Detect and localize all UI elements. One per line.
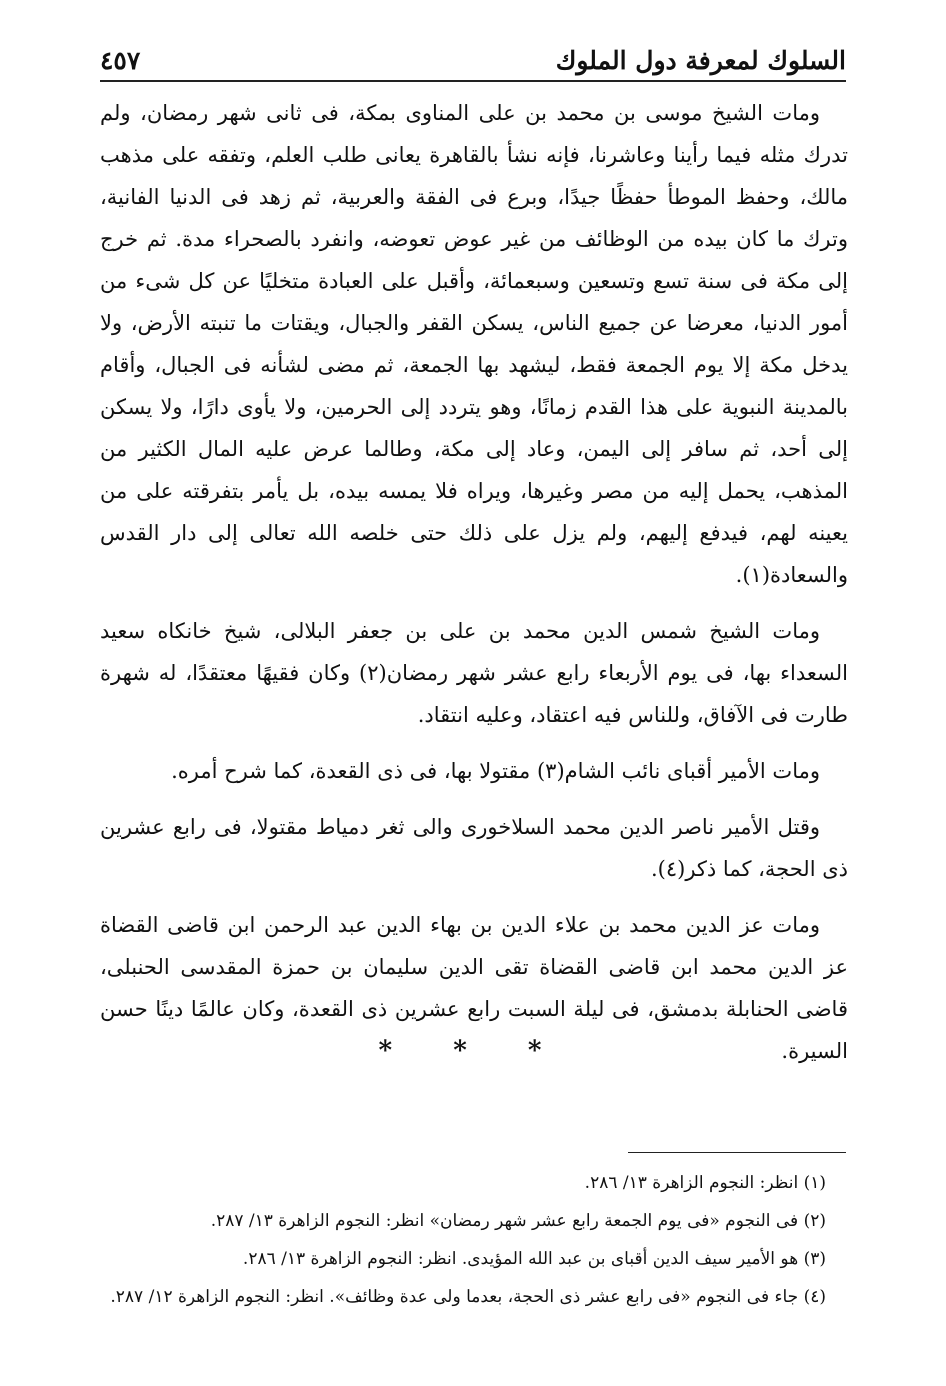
book-title: السلوك لمعرفة دول الملوك <box>555 45 846 75</box>
footnotes <box>102 1164 846 1316</box>
paragraph-izz-al-din-muhammad: ومات عز الدين محمد بن علاء الدين بن بهاء الدين عبد الرحمن ابن قاضى القضاة عز الدين محمد ابن قاضى القضاة تقى الدين سليمان بن حمزة المقدسى الحنبلى، قاضى الحنابلة بدمشق، فى ليلة السبت رابع عشرين ذى القعدة، وكان عالمًا دينًا حسن السيرة. <box>100 913 848 1063</box>
paragraph-shams-al-din-al-bilali: ومات الشيخ شمس الدين محمد بن على بن جعفر البلالى، شيخ خانكاه سعيد السعداء بها، فى يوم الأربعاء رابع عشر شهر رمضان(٢) وكان فقيهًا معتقدًا، له شهرة طارت فى الآفاق، وللناس فيه اعتقاد، وعليه انتقاد. <box>100 619 848 727</box>
footnote-2: (٢) فى النجوم «فى يوم الجمعة رابع عشر شهر رمضان» انظر: النجوم الزاهرة ١٣/ ٢٨٧. <box>210 1211 826 1231</box>
paragraph-nasir-al-din-al-silakhuri: وقتل الأمير ناصر الدين محمد السلاخورى والى ثغر دمياط مقتولا، فى رابع عشرين ذى الحجة، كما ذكر(٤). <box>100 815 848 881</box>
paragraph-amir-aqbay: ومات الأمير أقباى نائب الشام(٣) مقتولا بها، فى ذى القعدة، كما شرح أمره. <box>171 759 820 783</box>
footnote-1: (١) انظر: النجوم الزاهرة ١٣/ ٢٨٦. <box>584 1173 826 1193</box>
footnote-divider <box>628 1152 846 1153</box>
footnote-4: (٤) جاء فى النجوم «فى رابع عشر ذى الحجة، بعدما ولى عدة وظائف». انظر: النجوم الزاهرة ١٢/ ٢٨٧. <box>110 1287 826 1307</box>
footnote-3: (٣) هو الأمير سيف الدين أقباى بن عبد الله المؤيدى. انظر: النجوم الزاهرة ١٣/ ٢٨٦. <box>242 1249 826 1269</box>
running-header <box>100 40 846 82</box>
main-text <box>100 92 848 1086</box>
section-separator: * * * <box>378 1036 568 1066</box>
page-number: ٤٥٧ <box>100 45 141 75</box>
paragraph-musa-al-manawi: ومات الشيخ موسى بن محمد بن على المناوى بمكة، فى ثانى شهر رمضان، ولم تدرك مثله فيما رأينا وعاشرنا، فإنه نشأ بالقاهرة يعانى طلب العلم، وتفقه على مذهب مالك، وحفظ الموطأ حفظًا جيدًا، وبرع فى الفقة والعربية، ثم زهد فى الدنيا الفانية، وترك ما كان بيده من الوظائف من غير عوض تعوضه، وانفرد بالصحراء مدة. ثم خرج إلى مكة فى سنة تسع وتسعين وسبعمائة، وأقبل على العبادة متخليًا عن كل شىء من أمور الدنيا، معرضا عن جميع الناس، يسكن القفر والجبال، ويقتات ما تنبته الأرض، ولا يدخل مكة إلا يوم الجمعة فقط، ليشهد بها الجمعة، ثم مضى لشأنه فى الجبال، وأقام بالمدينة النبوية على هذا القدم زمانًا، وهو يتردد إلى الحرمين، ولا يأوى دارًا، ولا يسكن إلى أحد، ثم سافر إلى اليمن، وعاد إلى مكة، وطالما عرض عليه المال الكثير من المذهب، يحمل إليه من مصر وغيرها، ويراه فلا يمسه بيده، بل يأمر بتفرقته على من يعينه لهم، فيدفع إليهم، ولم يزل على ذلك حتى خلصه الله تعالى إلى دار القدس والسعادة(١). <box>100 101 848 587</box>
